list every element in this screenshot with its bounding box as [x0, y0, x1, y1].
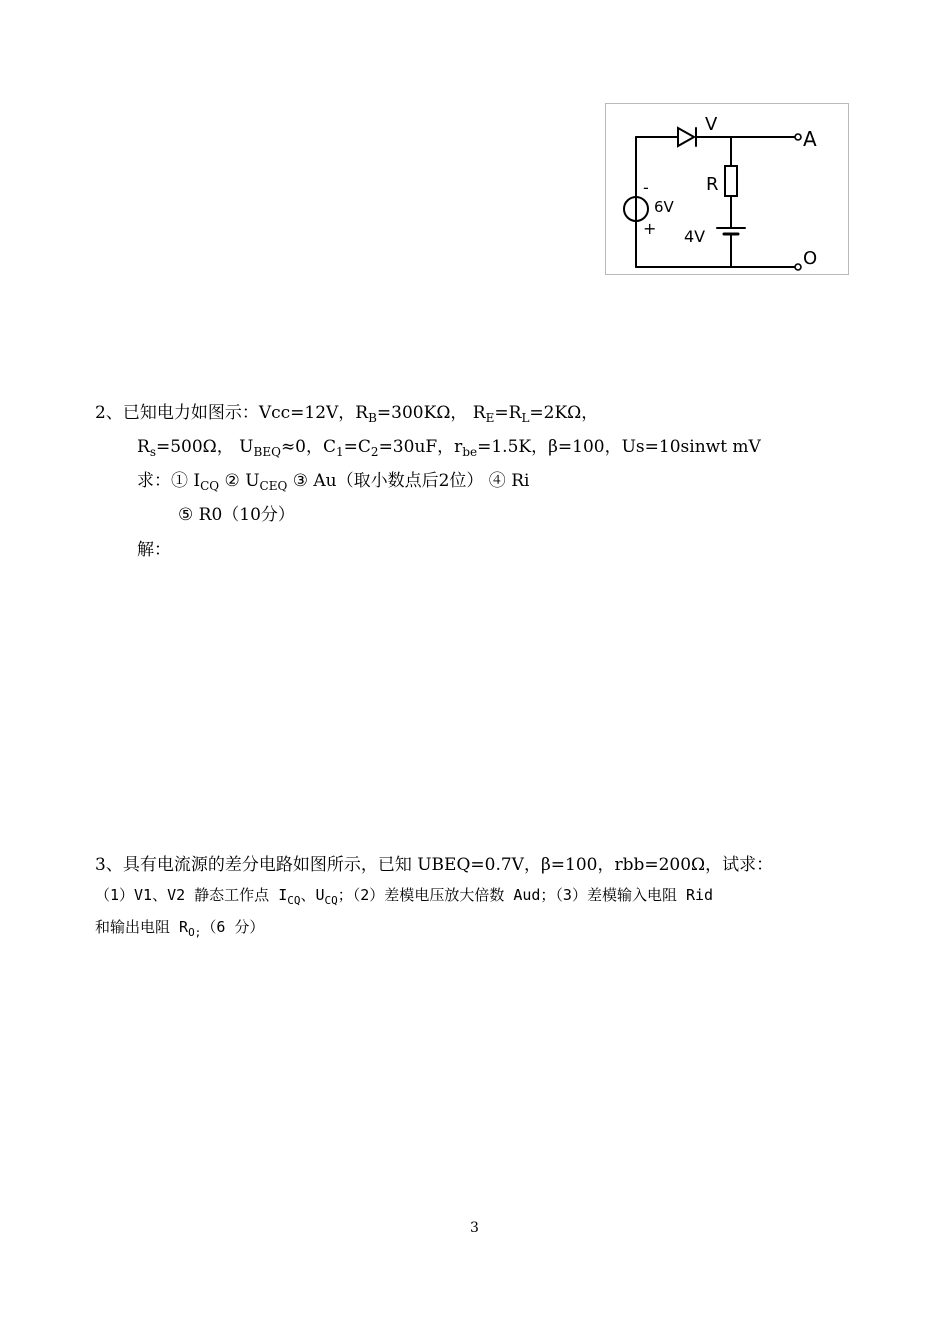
q2-text: =500Ω， U [155, 437, 254, 457]
battery-voltage-label: 4V [684, 227, 706, 246]
subscript: 2 [370, 445, 379, 459]
subscript: CQ [200, 479, 220, 493]
q2-text: ≈0，C [280, 437, 337, 457]
q2-text: ② U [219, 471, 260, 491]
subscript: BEQ [253, 445, 281, 459]
circuit-diagram [606, 104, 848, 274]
q2-line-1 [95, 398, 598, 423]
page-number: 3 [470, 1220, 479, 1236]
subscript: CQ [287, 894, 301, 907]
resistor-label: R [706, 174, 719, 195]
terminal-a-label: A [803, 127, 817, 151]
q2-text: =1.5K，β=100，Us=10sinwt mV [477, 437, 761, 457]
q2-text: =30uF，r [378, 437, 463, 457]
circuit-figure [605, 103, 849, 275]
q2-solution-label: 解： [137, 540, 171, 560]
subscript: CEQ [259, 479, 288, 493]
q2-text: 求：① I [137, 471, 201, 491]
q3-text: ；（2）差模电压放大倍数 Aud；（3）差模输入电阻 Rid [337, 886, 714, 904]
q3-text: （6 分） [201, 918, 265, 936]
subscript: L [521, 411, 530, 425]
q2-text: =R [494, 403, 522, 423]
q2-text: =300KΩ， R [376, 403, 486, 423]
terminal-o-label: O [803, 248, 818, 269]
source-minus-label: - [643, 178, 649, 197]
q2-text: R [137, 437, 150, 457]
terminal-a-node [795, 134, 801, 140]
q3-line-2 [95, 884, 713, 905]
subscript: B [368, 411, 377, 425]
source-voltage-label: 6V [654, 198, 674, 216]
source-plus-label: + [643, 219, 657, 238]
q2-text: =2KΩ， [529, 403, 599, 423]
subscript: s [149, 445, 156, 459]
q3-line-3 [95, 916, 264, 937]
q2-line-2 [137, 432, 761, 457]
subscript: E [485, 411, 495, 425]
q3-text: （1）V1、V2 静态工作点 I [95, 886, 288, 904]
q3-line-1: 3、具有电流源的差分电路如图所示，已知 UBEQ=0.7V，β=100，rbb=200Ω，试求： [95, 855, 774, 875]
q2-text: =C [343, 437, 371, 457]
q2-text: 2、已知电力如图示：Vcc=12V，R [95, 403, 369, 423]
q2-text: ③ Au（取小数点后2位） ④ Ri [287, 471, 530, 491]
terminal-o-node [795, 264, 801, 270]
diode-label: V [705, 114, 718, 135]
subscript: be [462, 445, 478, 459]
subscript: 1 [336, 445, 344, 459]
q2-line-4: ⑤ R0（10分） [178, 505, 295, 525]
subscript: CQ [324, 894, 338, 907]
q3-text: 、U [300, 886, 325, 904]
q2-line-3 [137, 466, 529, 491]
q3-text: 和输出电阻 R [95, 918, 189, 936]
subscript: O; [188, 926, 202, 939]
resistor-symbol [725, 166, 737, 196]
diode-symbol [678, 128, 694, 146]
